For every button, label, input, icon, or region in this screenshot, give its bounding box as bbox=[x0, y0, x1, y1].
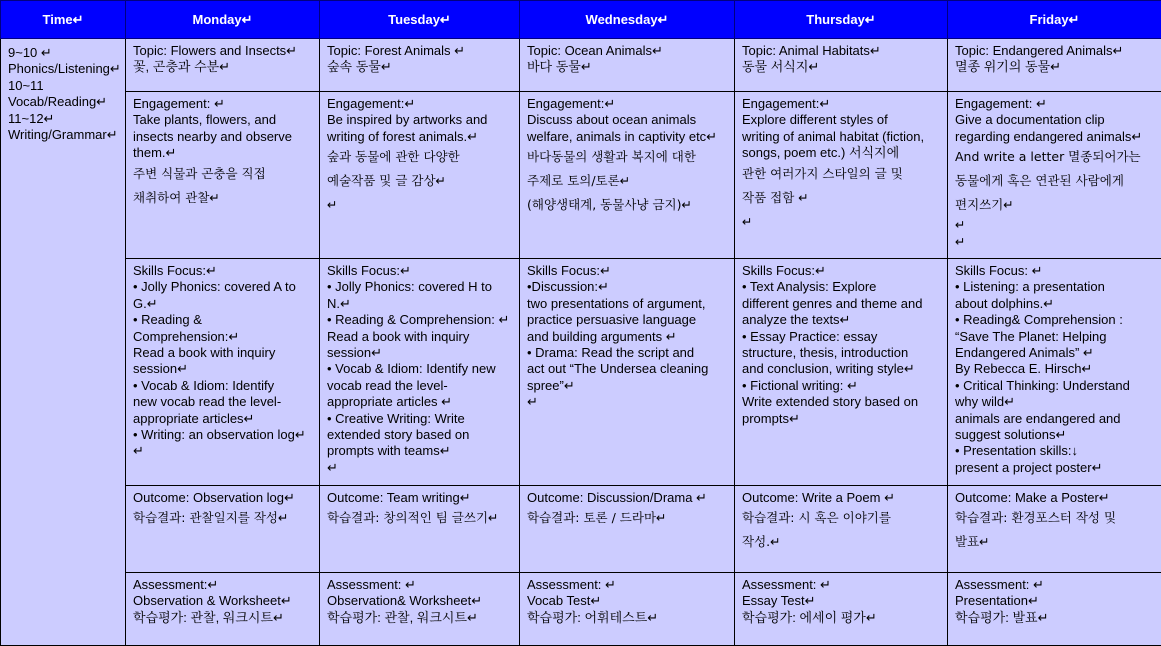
skills-line: • Essay Practice: essay bbox=[742, 329, 942, 345]
engagement-cell-monday bbox=[126, 92, 320, 259]
engagement-line: Engagement:↵ bbox=[742, 96, 942, 112]
skills-cell-friday bbox=[948, 259, 1161, 486]
skills-line: two presentations of argument, bbox=[527, 296, 729, 312]
skills-cell-monday bbox=[126, 259, 320, 486]
topic-en: Topic: Forest Animals ↵ bbox=[327, 43, 514, 59]
engagement-line: Engagement:↵ bbox=[527, 96, 729, 112]
engagement-line: regarding endangered animals↵ bbox=[955, 129, 1156, 145]
skills-line: new vocab read the level- bbox=[133, 394, 314, 410]
engagement-ko-line: And write a letter 멸종되어가는 bbox=[955, 145, 1156, 169]
topic-en: Topic: Endangered Animals↵ bbox=[955, 43, 1156, 59]
engagement-line: writing of forest animals.↵ bbox=[327, 129, 514, 145]
skills-cell-wednesday bbox=[520, 259, 735, 486]
topic-cell-thursday bbox=[735, 39, 948, 92]
outcome-ko: 작성.↵ bbox=[742, 530, 942, 554]
topic-cell-tuesday bbox=[320, 39, 520, 92]
skills-row bbox=[1, 259, 1161, 486]
engagement-cell-friday bbox=[948, 92, 1161, 259]
outcome-cell-tuesday bbox=[320, 486, 520, 573]
outcome-en: Outcome: Observation log↵ bbox=[133, 490, 314, 506]
time-slot-line: Phonics/Listening↵ bbox=[8, 61, 120, 77]
time-slot-line: Writing/Grammar↵ bbox=[8, 127, 120, 143]
skills-line: Skills Focus:↵ bbox=[327, 263, 514, 279]
skills-line: present a project poster↵ bbox=[955, 460, 1156, 476]
engagement-line: Engagement:↵ bbox=[327, 96, 514, 112]
outcome-en: Outcome: Write a Poem ↵ bbox=[742, 490, 942, 506]
engagement-ko-line: 주변 식물과 곤충을 직접 bbox=[133, 162, 314, 186]
skills-line: • Drama: Read the script and bbox=[527, 345, 729, 361]
engagement-line: Discuss about ocean animals bbox=[527, 112, 729, 128]
assessment-ko: 학습평가: 어휘테스트↵ bbox=[527, 610, 729, 626]
outcome-en: Outcome: Discussion/Drama ↵ bbox=[527, 490, 729, 506]
assessment-en: Assessment: ↵ bbox=[955, 577, 1156, 593]
assessment-ko: 학습평가: 관찰, 워크시트↵ bbox=[133, 610, 314, 626]
outcome-row bbox=[1, 486, 1161, 573]
engagement-line: welfare, animals in captivity etc↵ bbox=[527, 129, 729, 145]
outcome-en: Outcome: Team writing↵ bbox=[327, 490, 514, 506]
topic-cell-monday bbox=[126, 39, 320, 92]
skills-line: Read a book with inquiry bbox=[327, 329, 514, 345]
outcome-ko: 학습결과: 창의적인 팀 글쓰기↵ bbox=[327, 506, 514, 530]
skills-line: • Reading & bbox=[133, 312, 314, 328]
time-slot-line: 11~12↵ bbox=[8, 111, 120, 127]
engagement-ko-line: 채취하여 관찰↵ bbox=[133, 186, 314, 210]
skills-line: practice persuasive language bbox=[527, 312, 729, 328]
engagement-ko-line: 관한 여러가지 스타일의 글 및 bbox=[742, 162, 942, 186]
engagement-ko-line: ↵ bbox=[955, 217, 1156, 233]
topic-cell-friday bbox=[948, 39, 1161, 92]
skills-line: G.↵ bbox=[133, 296, 314, 312]
skills-line: • Creative Writing: Write bbox=[327, 411, 514, 427]
engagement-line: Be inspired by artworks and bbox=[327, 112, 514, 128]
engagement-ko-line: 주제로 토의/토론↵ bbox=[527, 169, 729, 193]
skills-line: spree”↵ bbox=[527, 378, 729, 394]
outcome-en: Outcome: Make a Poster↵ bbox=[955, 490, 1156, 506]
assessment-cell-monday bbox=[126, 573, 320, 646]
outcome-cell-wednesday bbox=[520, 486, 735, 573]
assessment-cell-friday bbox=[948, 573, 1161, 646]
engagement-line: writing of animal habitat (fiction, bbox=[742, 129, 942, 145]
engagement-row bbox=[1, 92, 1161, 259]
skills-line: • Jolly Phonics: covered H to bbox=[327, 279, 514, 295]
topic-en: Topic: Flowers and Insects↵ bbox=[133, 43, 314, 59]
topic-cell-wednesday bbox=[520, 39, 735, 92]
topic-en: Topic: Ocean Animals↵ bbox=[527, 43, 729, 59]
topic-ko: 꽃, 곤충과 수분↵ bbox=[133, 59, 314, 75]
skills-line: session↵ bbox=[133, 361, 314, 377]
skills-line: N.↵ bbox=[327, 296, 514, 312]
engagement-ko-line: 동물에게 혹은 연관된 사람에게 bbox=[955, 169, 1156, 193]
engagement-ko-line: 바다동물의 생활과 복지에 대한 bbox=[527, 145, 729, 169]
time-slot-line: 9~10 ↵ bbox=[8, 45, 120, 61]
engagement-line: Engagement: ↵ bbox=[133, 96, 314, 112]
topic-row bbox=[1, 39, 1161, 92]
topic-en: Topic: Animal Habitats↵ bbox=[742, 43, 942, 59]
outcome-ko: 발표↵ bbox=[955, 530, 1156, 554]
engagement-ko-line: (해양생태계, 동물사냥 금지)↵ bbox=[527, 193, 729, 217]
time-slots-cell bbox=[1, 39, 126, 646]
topic-ko: 동물 서식지↵ bbox=[742, 59, 942, 75]
engagement-line: Give a documentation clip bbox=[955, 112, 1156, 128]
engagement-line: songs, poem etc.) 서식지에 bbox=[742, 145, 942, 161]
engagement-cell-wednesday bbox=[520, 92, 735, 259]
engagement-ko-line: ↵ bbox=[327, 193, 514, 217]
assessment-ko: 학습평가: 발표↵ bbox=[955, 610, 1156, 626]
assessment-cell-tuesday bbox=[320, 573, 520, 646]
skills-line: extended story based on bbox=[327, 427, 514, 443]
skills-line: ↵ bbox=[527, 394, 729, 410]
skills-line: • Vocab & Idiom: Identify bbox=[133, 378, 314, 394]
skills-line: different genres and theme and bbox=[742, 296, 942, 312]
time-slot-line: 10~11 bbox=[8, 78, 120, 94]
topic-ko: 숲속 동물↵ bbox=[327, 59, 514, 75]
skills-line: • Reading & Comprehension: ↵ bbox=[327, 312, 514, 328]
skills-line: Read a book with inquiry bbox=[133, 345, 314, 361]
engagement-ko-line: ↵ bbox=[742, 210, 942, 234]
assessment-en: Vocab Test↵ bbox=[527, 593, 729, 609]
engagement-ko-line: 편지쓰기↵ bbox=[955, 193, 1156, 217]
assessment-ko: 학습평가: 에세이 평가↵ bbox=[742, 610, 942, 626]
engagement-cell-thursday bbox=[735, 92, 948, 259]
engagement-line: insects nearby and observe bbox=[133, 129, 314, 145]
skills-line: appropriate articles ↵ bbox=[327, 394, 514, 410]
engagement-line: Explore different styles of bbox=[742, 112, 942, 128]
header-row bbox=[1, 1, 1161, 39]
skills-line: Endangered Animals” ↵ bbox=[955, 345, 1156, 361]
skills-line: “Save The Planet: Helping bbox=[955, 329, 1156, 345]
skills-line: why wild↵ bbox=[955, 394, 1156, 410]
skills-line: • Vocab & Idiom: Identify new bbox=[327, 361, 514, 377]
skills-line: about dolphins.↵ bbox=[955, 296, 1156, 312]
header-thursday: Thursday↵ bbox=[735, 1, 948, 39]
header-tuesday: Tuesday↵ bbox=[320, 1, 520, 39]
outcome-ko: 학습결과: 시 혹은 이야기를 bbox=[742, 506, 942, 530]
skills-line: ↵ bbox=[133, 443, 314, 459]
engagement-ko-line: 작품 접함 ↵ bbox=[742, 186, 942, 210]
skills-line: ↵ bbox=[327, 460, 514, 476]
header-friday: Friday↵ bbox=[948, 1, 1161, 39]
skills-line: • Fictional writing: ↵ bbox=[742, 378, 942, 394]
topic-ko: 바다 동물↵ bbox=[527, 59, 729, 75]
skills-line: and building arguments ↵ bbox=[527, 329, 729, 345]
skills-line: Skills Focus:↵ bbox=[133, 263, 314, 279]
outcome-ko: 학습결과: 관찰일지를 작성↵ bbox=[133, 506, 314, 530]
skills-line: • Presentation skills:↓ bbox=[955, 443, 1156, 459]
outcome-cell-monday bbox=[126, 486, 320, 573]
assessment-cell-thursday bbox=[735, 573, 948, 646]
assessment-cell-wednesday bbox=[520, 573, 735, 646]
engagement-line: Engagement: ↵ bbox=[955, 96, 1156, 112]
skills-line: prompts↵ bbox=[742, 411, 942, 427]
engagement-cell-tuesday bbox=[320, 92, 520, 259]
skills-line: • Jolly Phonics: covered A to bbox=[133, 279, 314, 295]
skills-line: appropriate articles↵ bbox=[133, 411, 314, 427]
skills-line: •Discussion:↵ bbox=[527, 279, 729, 295]
assessment-en: Observation & Worksheet↵ bbox=[133, 593, 314, 609]
assessment-en: Observation& Worksheet↵ bbox=[327, 593, 514, 609]
skills-line: vocab read the level- bbox=[327, 378, 514, 394]
skills-line: prompts with teams↵ bbox=[327, 443, 514, 459]
skills-line: Skills Focus:↵ bbox=[527, 263, 729, 279]
outcome-ko: 학습결과: 환경포스터 작성 및 bbox=[955, 506, 1156, 530]
skills-line: session↵ bbox=[327, 345, 514, 361]
topic-ko: 멸종 위기의 동물↵ bbox=[955, 59, 1156, 75]
skills-line: • Listening: a presentation bbox=[955, 279, 1156, 295]
skills-line: • Critical Thinking: Understand bbox=[955, 378, 1156, 394]
skills-line: Skills Focus: ↵ bbox=[955, 263, 1156, 279]
engagement-ko-line: 예술작품 및 글 감상↵ bbox=[327, 169, 514, 193]
assessment-en: Presentation↵ bbox=[955, 593, 1156, 609]
outcome-cell-friday bbox=[948, 486, 1161, 573]
engagement-ko-line: ↵ bbox=[955, 234, 1156, 250]
outcome-ko: 학습결과: 토론 / 드라마↵ bbox=[527, 506, 729, 530]
engagement-ko-line: 숲과 동물에 관한 다양한 bbox=[327, 145, 514, 169]
assessment-ko: 학습평가: 관찰, 워크시트↵ bbox=[327, 610, 514, 626]
skills-line: animals are endangered and bbox=[955, 411, 1156, 427]
header-time: Time↵ bbox=[1, 1, 126, 39]
skills-line: and conclusion, writing style↵ bbox=[742, 361, 942, 377]
assessment-row bbox=[1, 573, 1161, 646]
engagement-line: Take plants, flowers, and bbox=[133, 112, 314, 128]
skills-line: analyze the texts↵ bbox=[742, 312, 942, 328]
assessment-en: Assessment: ↵ bbox=[742, 577, 942, 593]
skills-line: • Reading& Comprehension : bbox=[955, 312, 1156, 328]
assessment-en: Assessment:↵ bbox=[133, 577, 314, 593]
header-monday: Monday↵ bbox=[126, 1, 320, 39]
skills-cell-tuesday bbox=[320, 259, 520, 486]
skills-line: act out “The Undersea cleaning bbox=[527, 361, 729, 377]
time-slot-line: Vocab/Reading↵ bbox=[8, 94, 120, 110]
engagement-line: them.↵ bbox=[133, 145, 314, 161]
assessment-en: Assessment: ↵ bbox=[527, 577, 729, 593]
skills-line: Skills Focus:↵ bbox=[742, 263, 942, 279]
skills-line: Comprehension:↵ bbox=[133, 329, 314, 345]
skills-line: structure, thesis, introduction bbox=[742, 345, 942, 361]
skills-line: By Rebecca E. Hirsch↵ bbox=[955, 361, 1156, 377]
skills-line: Write extended story based on bbox=[742, 394, 942, 410]
skills-cell-thursday bbox=[735, 259, 948, 486]
outcome-cell-thursday bbox=[735, 486, 948, 573]
assessment-en: Assessment: ↵ bbox=[327, 577, 514, 593]
skills-line: • Writing: an observation log↵ bbox=[133, 427, 314, 443]
assessment-en: Essay Test↵ bbox=[742, 593, 942, 609]
skills-line: suggest solutions↵ bbox=[955, 427, 1156, 443]
skills-line: • Text Analysis: Explore bbox=[742, 279, 942, 295]
header-wednesday: Wednesday↵ bbox=[520, 1, 735, 39]
